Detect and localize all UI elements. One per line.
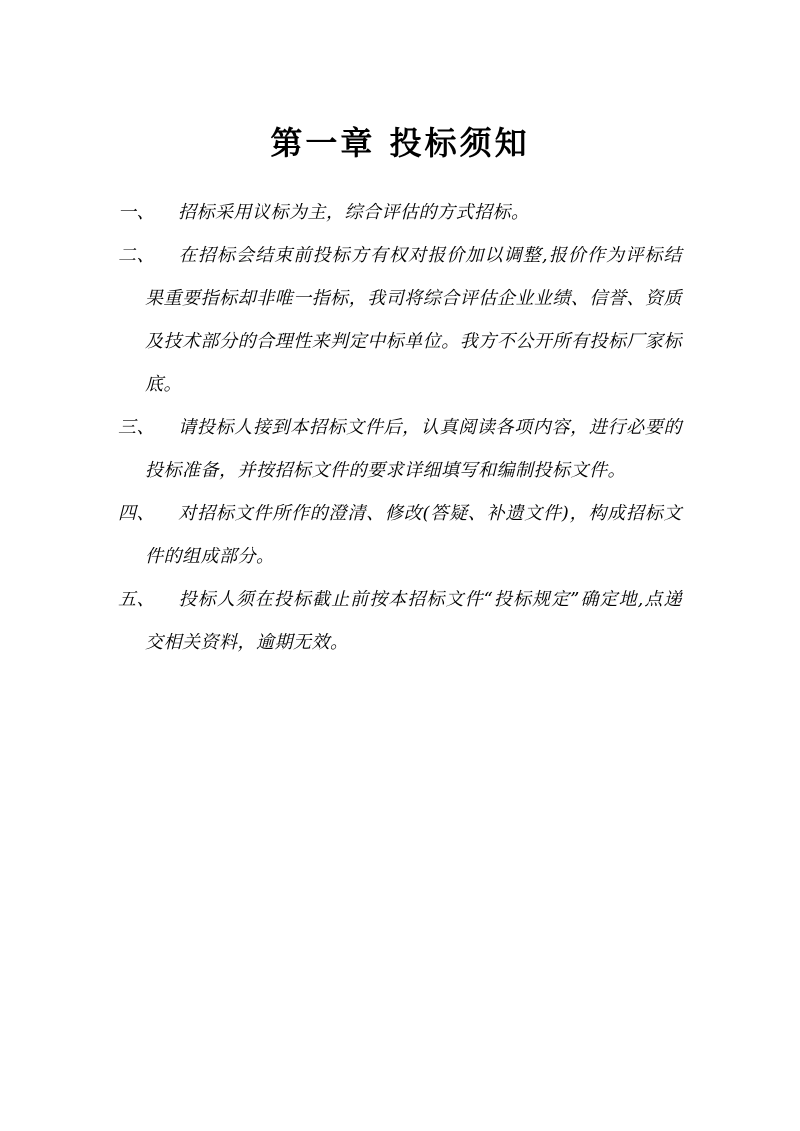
list-item-number: 三、 bbox=[118, 417, 155, 439]
page-title: 第一章 投标须知 bbox=[270, 124, 530, 163]
list-item bbox=[118, 578, 682, 664]
list-item-number: 四、 bbox=[118, 503, 155, 525]
list-item-text: 在招标会结束前投标方有权对报价加以调整,报价作为评标结果重要指标却非唯一指标，我司将综合评估企业业绩、信誉、资质及技术部分的合理性来判定中标单位。我方不公开所有投标厂家标底。 bbox=[145, 245, 682, 396]
list-item bbox=[118, 234, 682, 406]
list-item bbox=[118, 191, 682, 234]
list-item bbox=[118, 406, 682, 492]
list-item-text: 招标采用议标为主，综合评估的方式招标。 bbox=[178, 202, 530, 224]
list-item-text: 对招标文件所作的澄清、修改(答疑、补遗文件)，构成招标文件的组成部分。 bbox=[145, 503, 682, 568]
list-item-text: 投标人须在投标截止前按本招标文件“投标规定”确定地,点递交相关资料，逾期无效。 bbox=[145, 589, 682, 654]
clause-list bbox=[118, 191, 682, 664]
list-item-number: 一、 bbox=[118, 202, 155, 224]
list-item bbox=[118, 492, 682, 578]
list-item-text: 请投标人接到本招标文件后，认真阅读各项内容，进行必要的投标准备，并按招标文件的要求详细填写和编制投标文件。 bbox=[145, 417, 682, 482]
list-item-number: 二、 bbox=[118, 245, 155, 267]
list-item-number: 五、 bbox=[118, 589, 155, 611]
